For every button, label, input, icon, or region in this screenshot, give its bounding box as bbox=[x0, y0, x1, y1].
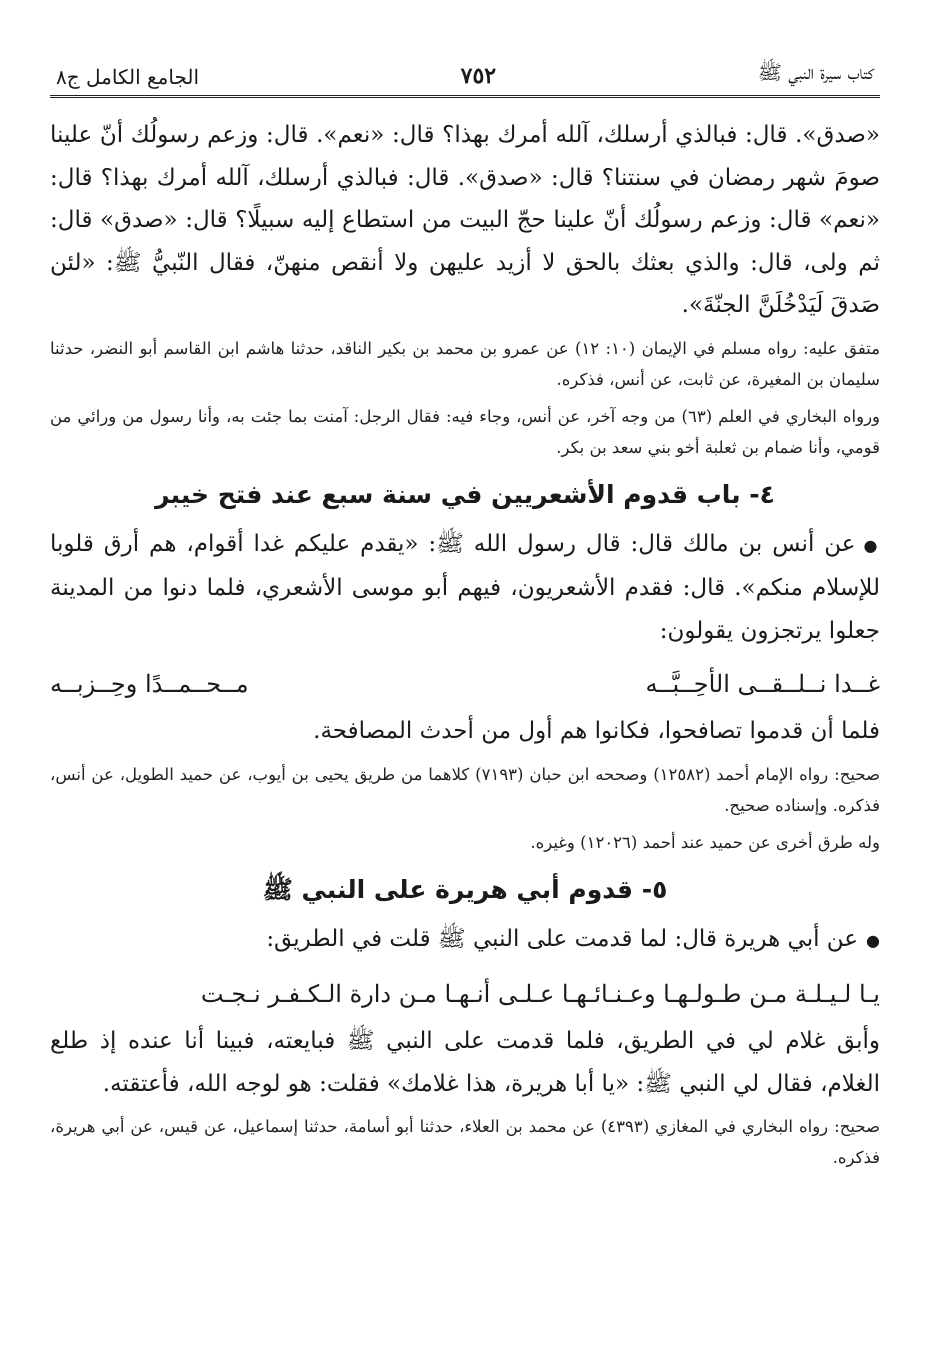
footnote-takhrij-3: صحيح: رواه الإمام أحمد (١٢٥٨٢) وصححه ابن حبان (٧١٩٣) كلاهما من طريق يحيى بن أيوب، عن حميد الطويل، عن أنس، فذكره. وإسناده صحيح. bbox=[50, 764, 880, 815]
footnote-takhrij-1: متفق عليه: رواه مسلم في الإيمان (١٠: ١٢) عن عمرو بن محمد بن بكير الناقد، حدثنا هاشم ابن القاسم أبو النضر، حدثنا سليمان بن المغيرة، عن ثابت، عن أنس، فذكره. bbox=[50, 338, 880, 389]
poetry-verse-2: يـا لـيـلـة مـن طـولـهـا وعـنـائـهـا عـلـى أنـهـا مـن دارة الـكـفـر نـجـت bbox=[200, 980, 880, 1008]
header-book-title: الجامع الكامل ج٨ bbox=[56, 65, 200, 89]
bullet-marker: ● bbox=[866, 930, 880, 950]
verse-1-first-hemistich: غــدا نــلــقــى الأحِــبَّــه bbox=[645, 670, 880, 698]
page-number: ٧٥٢ bbox=[460, 63, 497, 89]
footnote-takhrij-4: وله طرق أخرى عن حميد عند أحمد (١٢٠٢٦) وغيره. bbox=[530, 832, 880, 852]
header-rule bbox=[50, 95, 880, 100]
verse-1-second-hemistich: مــحــمــدًا وحِــزبــه bbox=[50, 670, 249, 698]
paragraph-abu-hurayra-text: عن أبي هريرة قال: لما قدمت على النبي ﷺ قلت في الطريق: bbox=[266, 925, 859, 952]
paragraph-handshake: فلما أن قدموا تصافحوا، فكانوا هم أول من أحدث المصافحة. bbox=[313, 718, 880, 744]
paragraph-anas-hadith bbox=[50, 523, 880, 653]
page-header bbox=[50, 60, 880, 95]
paragraph-hadith-continuation: «صدق». قال: فبالذي أرسلك، آلله أمرك بهذا؟ قال: «نعم». قال: وزعم رسولُك أنّ علينا صومَ شهر رمضان في سنتنا؟ قال: «صدق». قال: فبالذي أرسلك، آلله أمرك بهذا؟ قال: «نعم» قال: وزعم رسولُك أنّ علينا حجّ البيت من استطاع إليه سبيلًا؟ قال: «صدق» قال: ثم ولى، قال: والذي بعثك بالحق لا أزيد عليهن ولا أنقص منهنّ، فقال النّبيُّ ﷺ: «لئن صَدقَ لَيَدْخُلَنَّ الجنّةَ». bbox=[50, 122, 880, 318]
section-heading-5: ٥- قدوم أبي هريرة على النبي ﷺ bbox=[262, 874, 668, 904]
section-heading-4: ٤- باب قدوم الأشعريين في سنة سبع عند فتح خيبر bbox=[155, 479, 775, 509]
bullet-marker: ● bbox=[863, 535, 880, 555]
paragraph-slave-story: وأبق غلام لي في الطريق، فلما قدمت على النبي ﷺ فبايعته، فبينا أنا عنده إذ طلع الغلام، فقال لي النبي ﷺ: «يا أبا هريرة، هذا غلامك» فقلت: هو لوجه الله، فأعتقته. bbox=[50, 1028, 880, 1097]
header-chapter-title: كتاب سيرة النبي ﷺ bbox=[757, 60, 874, 84]
book-page bbox=[50, 60, 880, 1173]
poetry-verse-1 bbox=[50, 658, 880, 710]
paragraph-anas-text: عن أنس بن مالك قال: قال رسول الله ﷺ: «يقدم عليكم غدا أقوام، هم أرق قلوبا للإسلام منكم». قال: فقدم الأشعريون، فيهم أبو موسى الأشعري، فلما دنوا من المدينة جعلوا يرتجزون يقولون: bbox=[50, 530, 880, 644]
paragraph-abu-hurayra-intro bbox=[50, 918, 880, 963]
footnote-takhrij-5: صحيح: رواه البخاري في المغازي (٤٣٩٣) عن محمد بن العلاء، حدثنا أبو أسامة، حدثنا إسماعيل، عن قيس، عن أبي هريرة، فذكره. bbox=[50, 1117, 880, 1167]
footnote-takhrij-2: ورواه البخاري في العلم (٦٣) من وجه آخر، عن أنس، وجاء فيه: فقال الرجل: آمنت بما جئت به، وأنا رسول من ورائي من قومي، وأنا ضمام بن ثعلبة أخو بني سعد بن بكر. bbox=[50, 406, 881, 457]
